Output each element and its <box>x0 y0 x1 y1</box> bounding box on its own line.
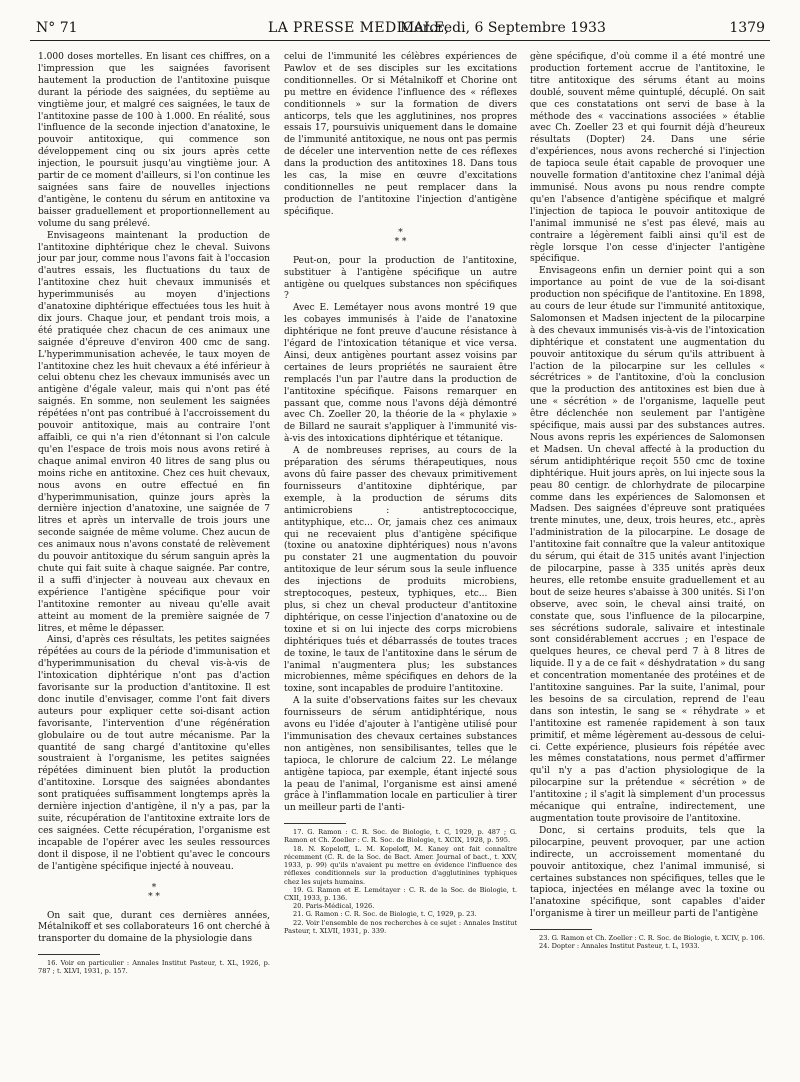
journal-title: LA PRESSE MEDICALE, <box>268 20 450 36</box>
separator-star-top: * <box>398 227 403 238</box>
separator-star-top: * <box>151 882 157 893</box>
paragraph: A de nombreuses reprises, au cours de la préparation des sérums thérapeutiques, nous avons dû faire passer des chevaux primitivement fournisseurs d'antitoxine diphtérique, par exemple, à la production de sérums dits antimicrobiens : antistreptococcique, antityphique, etc... Or, jamais chez ces animaux qui ne recevaient plus d'antigène spécifique (toxine ou anatoxine diphtériques) nous n'avons pu constater 21 une augmentation du pouvoir antitoxique de leur sérum sous la seule influence des injections de produits microbiens, streptocoques, pesteux, typhiques, etc... Bien plus, si chez un cheval producteur d'antitoxine diphtérique, on cesse l'injection d'anatoxine ou de toxine et si on lui injecte des corps microbiens diphtériques tués et débarrassés de toutes traces de toxine, le taux de l'antitoxine dans le sérum de l'animal n'augmentera plus; les substances microbiennes, même spécifiques en dehors de la toxine, sont incapables de produire l'antitoxine. <box>284 446 517 695</box>
footnote: 22. Voir l'ensemble de nos recherches à ce sujet : Annales Institut Pasteur, t. XLVII, 1931, p. 339. <box>284 918 517 935</box>
footnote: 23. G. Ramon et Ch. Zoeller : C. R. Soc. de Biologie, t. XCIV, p. 106. <box>539 934 765 943</box>
section-separator <box>38 884 270 902</box>
column-1 <box>38 52 270 976</box>
footnote: 17. G. Ramon : C. R. Soc. de Biologie, t. C, 1929, p. 487 ; G. Ramon et Ch. Zoeller : C. R. Soc. de Biologie, t. XCIX, 1928, p. 595. <box>284 828 517 845</box>
page-header <box>30 10 770 41</box>
footnote-divider <box>530 929 592 930</box>
footnote: 20. Paris-Médical, 1926. <box>293 902 375 911</box>
footnote-divider <box>38 954 100 955</box>
paragraph: Envisageons maintenant la production de l'antitoxine diphtérique chez le cheval. Suivons jour par jour, comme nous l'avons fait à l'occasion d'autres essais, les fluctuations du taux de l'antitoxine chez huit chevaux immunisés et hyperimmunisés au moyen d'injections d'anatoxine diphtérique effectuées tous les huit à dix jours. Chaque jour, et pendant trois mois, a été pratiquée chez chacun de ces animaux une saignée d'épreuve d'environ 400 cmc de sang. L'hyperimmunisation achevée, le taux moyen de l'antitoxine chez les huit chevaux a été inférieur à celui obtenu chez les chevaux immunisés avec un antigène d'égale valeur, mais qui n'ont pas été saignés. En somme, non seulement les saignées répétées n'ont pas contribué à l'accroissement du pouvoir antitoxique, mais au contraire l'ont affaibli, ce qui n'a rien d'étonnant si l'on calcule qu'en l'espace de trois mois nous avons retiré à chaque animal environ 40 litres de sang plus ou moins riche en antitoxine. Chez ces huit chevaux, nous avons en outre effectué en fin d'hyperimmunisation, quinze jours après la dernière injection d'anatoxine, une saignée de 7 litres et après un intervalle de trois jours une seconde saignée de même volume. Chez aucun de ces animaux nous n'avons constaté de relèvement du pouvoir antitoxique du sérum sanguin après la chute qui fait suite à chaque saignée. Par contre, il a suffi d'injecter à nouveau aux chevaux en expérience l'antigène spécifique pour voir l'antitoxine remonter au niveau qu'elle avait atteint au moment de la première saignée de 7 litres, et même le dépasser. <box>38 230 270 634</box>
separator-stars-bottom: * * <box>148 891 160 902</box>
paragraph: On sait que, durant ces dernières années, Métalnikoff et ses collaborateurs 16 ont cherché à transporter du domaine de la physiologie dans <box>38 910 270 945</box>
footnote: 21. G. Ramon : C. R. Soc. de Biologie, t. C, 1929, p. 23. <box>293 910 477 919</box>
column-2 <box>284 52 517 935</box>
separator-stars-bottom: * * <box>394 236 407 247</box>
paragraph: Donc, si certains produits, tels que la pilocarpine, peuvent provoquer, par une action indirecte, un accroissement momentané du pouvoir antitoxique, chez l'animal immunisé, si certaines substances non spécifiques, telles que le tapioca, injectées en mélange avec la toxine ou l'anatoxine spécifique, sont capables d'aider l'organisme à tirer un meilleur parti de l'antigène <box>530 825 765 920</box>
section-separator <box>284 229 517 247</box>
page-number: 1379 <box>729 20 765 36</box>
paragraph: A la suite d'observations faites sur les chevaux fournisseurs de sérum antidiphtérique, nous avons eu l'idée d'ajouter à l'antigène utilisé pour l'immunisation des chevaux certaines substances non antigènes, non sensibilisantes, telles que le tapioca, le chlorure de calcium 22. Le mélange antigène tapioca, par exemple, étant injecté sous la peau de l'animal, l'organisme est ainsi amené grâce à l'inflammation locale en particulier à tirer un meilleur parti de l'anti- <box>284 696 517 814</box>
footnote-divider <box>284 823 346 824</box>
footnote: 16. Voir en particulier : Annales Institut Pasteur, t. XL, 1926, p. 787 ; t. XLVI, 1931, p. 157. <box>38 959 270 976</box>
paragraph: Avec E. Lemétayer nous avons montré 19 que les cobayes immunisés à l'aide de l'anatoxine diphtérique ne font preuve d'aucune résistance à l'égard de l'intoxication tétanique et vice versa. Ainsi, deux antigènes pourtant assez voisins par certaines de leurs propriétés ne sauraient être remplacés l'un par l'autre dans la production de l'antitoxine spécifique. Faisons remarquer en passant que, comme nous l'avons déjà démontré avec Ch. Zoeller 20, la théorie de la « phylaxie » de Billard ne saurait s'appliquer à l'immunité vis-à-vis des intoxications diphtérique et tétanique. <box>284 303 517 445</box>
issue-date: Mercredi, 6 Septembre 1933 <box>400 20 606 36</box>
footnote: 24. Dopter : Annales Institut Pasteur, t. L, 1933. <box>539 942 700 951</box>
footnote: 19. G. Ramon et E. Lemétayer : C. R. de la Soc. de Biologie, t. CXII, 1933, p. 136. <box>284 885 517 902</box>
paragraph: Peut-on, pour la production de l'antitoxine, substituer à l'antigène spécifique un autre antigène ou quelques substances non spécifiques ? <box>284 255 517 302</box>
paragraph: Envisageons enfin un dernier point qui a son importance au point de vue de la soi-disant production non spécifique de l'antitoxine. En 1898, au cours de leur étude sur l'immunité antitoxique, Salomonsen et Madsen injectent de la pilocarpine à des chevaux immunisés vis-à-vis de l'intoxication diphtérique et constatent une augmentation du pouvoir antitoxique du sérum qu'ils attribuent à l'action de la pilocarpine sur les cellules « sécrétrices » de l'antitoxine, d'où la conclusion que la production des antitoxines est bien due à une « sécrétion » de l'organisme, laquelle peut être déclenchée non seulement par l'antigène spécifique, mais aussi par des substances autres. Nous avons repris les expériences de Salomonsen et Madsen. Un cheval affecté à la production du sérum antidiphtérique reçoit 550 cmc de toxine diphtérique. Huit jours après, on lui injecte sous la peau 80 centigr. de chlorhydrate de pilocarpine comme dans les expériences de Salomonsen et Madsen. Des saignées d'épreuve sont pratiquées trente minutes, une, deux, trois heures, etc., après l'administration de la pilocarpine. Le dosage de l'antitoxine fait connaître que la valeur antitoxique du sérum, qui était de 315 unités avant l'injection de pilocarpine, passe à 335 unités après deux heures, elle retombe ensuite graduellement et au bout de seize heures s'abaisse à 300 unités. Si l'on observe, avec soin, le cheval ainsi traité, on constate que, sous l'influence de la pilocarpine, ses sécrétions sudorale, salivaire et intestinale sont considérablement accrues ; en l'espace de quelques heures, ce cheval perd 7 à 8 litres de liquide. Il y a de ce fait « déshydratation » du sang et concentration momentanée des protéines et de l'antitoxine sanguines. Par la suite, l'animal, pour les besoins de sa circulation, reprend de l'eau dans son intestin, le sang se « réhydrate » et l'antitoxine est ramenée rapidement à son taux primitif, et même légèrement au-dessous de celui-ci. Cette expérience, plusieurs fois répétée avec les mêmes constatations, nous permet d'affirmer qu'il n'y a pas d'action physiologique de la pilocarpine sur la prétendue « sécrétion » de l'antitoxine ; il s'agit là simplement d'un processus mécanique qui entraîne, indirectement, une augmentation toute provisoire de l'antitoxine. <box>530 266 765 824</box>
paragraph: gène spécifique, d'où comme il a été montré une production fortement accrue de l'antitoxine, le titre antitoxique des sérums étant au moins doublé, souvent même quintuplé, décuplé. On sait que ces constatations ont servi de base à la méthode des « vaccinations associées » établie avec Ch. Zoeller 23 et qui fournit déjà d'heureux résultats (Dopter) 24. Dans une série d'expériences, nous avons recherché si l'injection de tapioca seule était capable de provoquer une nouvelle formation d'antitoxine chez l'animal déjà immunisé. Nous avons pu nous rendre compte qu'en l'absence d'antigène spécifique et malgré l'injection de tapioca le pouvoir antitoxique de l'animal immunisé ne s'est pas élevé, mais au contraire a légèrement faibli ainsi qu'il est de règle lorsque l'on cesse d'injecter l'antigène spécifique. <box>530 52 765 265</box>
footnote: 18. N. Kopeloff, L. M. Kopeloff, M. Kaney ont fait connaître récemment (C. R. de la Soc. de Bact. Amer. Journal of bact., t. XXV, 1933, p. 99) qu'ils n'avaient pu mettre en évidence l'influence des réflexes conditionnels sur la production d'agglutinines typhiques chez les sujets humains. <box>284 844 517 886</box>
column-3 <box>530 52 765 951</box>
paragraph: celui de l'immunité les célèbres expériences de Pawlov et de ses disciples sur les excitations conditionnelles. Or si Métalnikoff et Chorine ont pu mettre en évidence l'influence des « réflexes conditionnels » sur la formation de divers anticorps, tels que les agglutinines, nos propres essais 17, poursuivis uniquement dans le domaine de l'immunité antitoxique, ne nous ont pas permis de déceler une intervention nette de ces réflexes dans la production des antitoxines 18. Dans tous les cas, la mise en œuvre d'excitations conditionnelles ne peut remplacer dans la production de l'antitoxine l'injection d'antigène spécifique. <box>284 52 517 217</box>
paragraph: 1.000 doses mortelles. En lisant ces chiffres, on a l'impression que les saignées favorisent hautement la production de l'antitoxine puisque durant la période des saignées, du septième au vingtième jour, et malgré ces saignées, le taux de l'antitoxine passe de 100 à 1.000. En réalité, sous l'influence de la seconde injection d'anatoxine, le pouvoir antitoxique, qui commence son développement cinq ou six jours après cette injection, le poursuit jusqu'au vingtième jour. A partir de ce moment d'ailleurs, si l'on continue les saignées sans faire de nouvelles injections d'antigène, le contenu du sérum en antitoxine va baisser graduellement et proportionnellement au volume du sang prélevé. <box>38 52 270 229</box>
issue-number: N° 71 <box>36 20 78 36</box>
paragraph: Ainsi, d'après ces résultats, les petites saignées répétées au cours de la période d'immunisation et d'hyperimmunisation du cheval vis-à-vis de l'intoxication diphtérique n'ont pas d'action favorisante sur la production d'antitoxine. Il est donc inutile d'envisager, comme l'ont fait divers auteurs pour expliquer cette soi-disant action favorisante, l'intervention d'une régénération globulaire ou de tout autre mécanisme. Par la quantité de sang chargé d'antitoxine qu'elles soustraient à l'organisme, les petites saignées répétées diminuent bien plutôt la production d'antitoxine. Lorsque des saignées abondantes sont pratiquées suffisamment longtemps après la dernière injection d'antigène, il n'y a pas, par la suite, récupération de l'antitoxine extraite lors de ces saignées. Cette récupération, l'organisme est incapable de l'opérer avec les seules ressources dont il dispose, il ne l'obtient qu'avec le concours de l'antigène spécifique injecté à nouveau. <box>38 635 270 872</box>
